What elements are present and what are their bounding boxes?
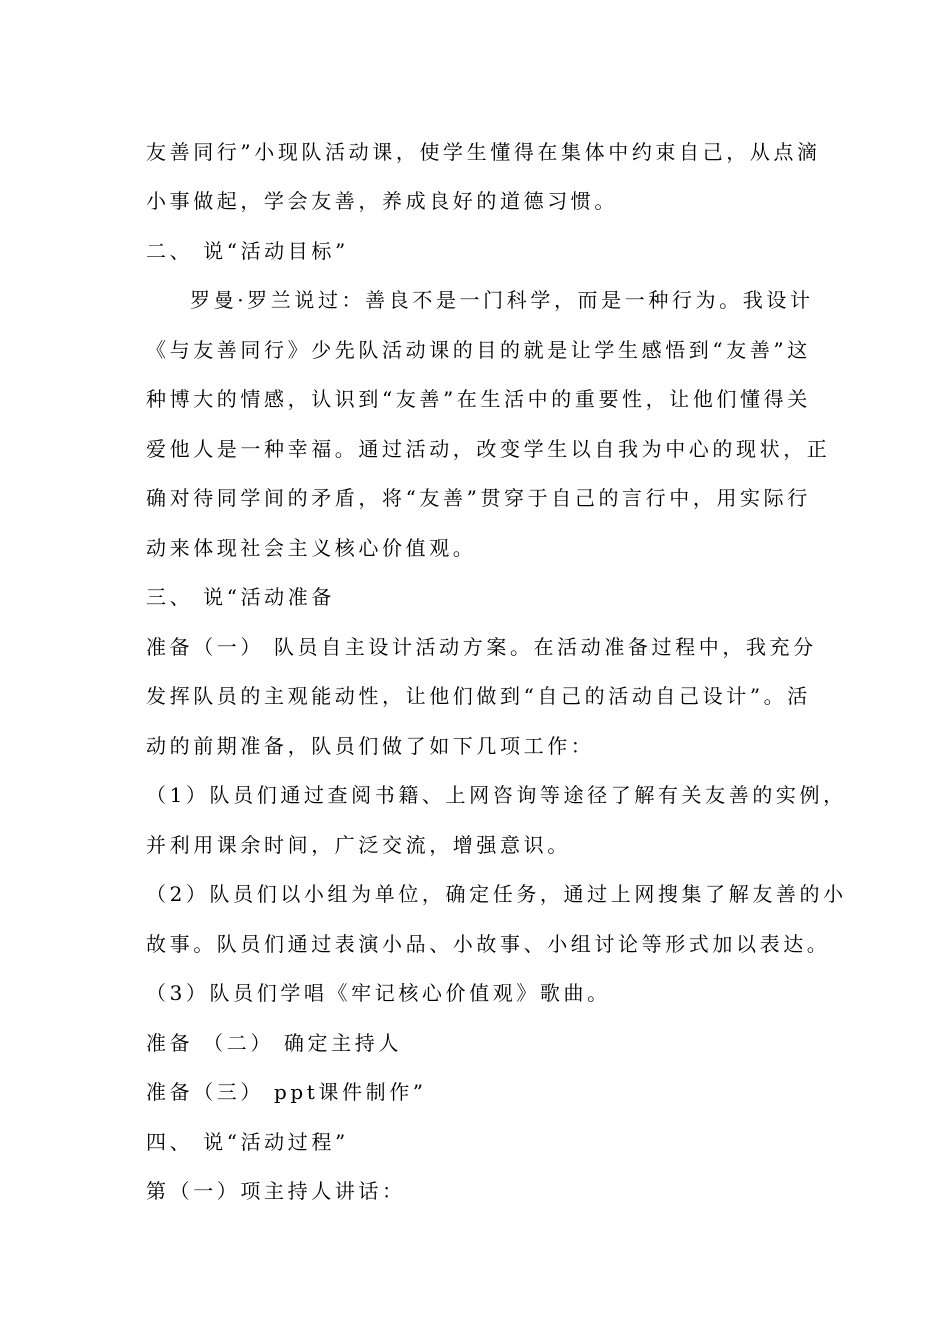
paragraph-line: 种博大的情感，认识到“友善”在生活中的重要性，让他们懂得关 [146, 387, 811, 411]
paragraph-line: 准备（一） 队员自主设计活动方案。在活动准备过程中，我充分 [146, 635, 817, 659]
paragraph-line: 确对待同学间的矛盾，将“友善”贯穿于自己的言行中，用实际行 [146, 486, 811, 510]
list-item: （1）队员们通过查阅书籍、上网咨询等途径了解有关友善的实例， [146, 783, 847, 807]
paragraph-line: 准备（三） ppt课件制作” [146, 1080, 427, 1104]
paragraph-line: 小事做起，学会友善，养成良好的道德习惯。 [146, 189, 618, 213]
list-item: （2）队员们以小组为单位，确定任务，通过上网搜集了解友善的小 [146, 882, 847, 906]
section-heading: 四、 说“活动过程” [146, 1130, 349, 1154]
paragraph-line: 动的前期准备，队员们做了如下几项工作： [146, 734, 595, 758]
section-heading: 三、 说“活动准备 [146, 585, 335, 609]
paragraph-line: 动来体现社会主义核心价值观。 [146, 536, 477, 560]
paragraph-line: 友善同行”小现队活动课，使学生懂得在集体中约束自己，从点滴 [146, 140, 821, 164]
paragraph-line: 《与友善同行》少先队活动课的目的就是让学生感悟到“友善”这 [146, 338, 811, 362]
list-item: 并利用课余时间，广泛交流，增强意识。 [146, 833, 571, 857]
section-heading: 二、 说“活动目标” [146, 239, 349, 263]
list-item: 故事。队员们通过表演小品、小故事、小组讨论等形式加以表达。 [146, 932, 831, 956]
list-item: （3）队员们学唱《牢记核心价值观》歌曲。 [146, 981, 611, 1005]
paragraph-line: 准备 （二） 确定主持人 [146, 1031, 402, 1055]
paragraph-line: 爱他人是一种幸福。通过活动，改变学生以自我为中心的现状，正 [146, 437, 831, 461]
paragraph-line: 第（一）项主持人讲话： [146, 1179, 406, 1203]
paragraph-line: 罗曼·罗兰说过：善良不是一门科学，而是一种行为。我设计 [190, 288, 814, 312]
paragraph-line: 发挥队员的主观能动性，让他们做到“自己的活动自己设计”。活 [146, 684, 811, 708]
